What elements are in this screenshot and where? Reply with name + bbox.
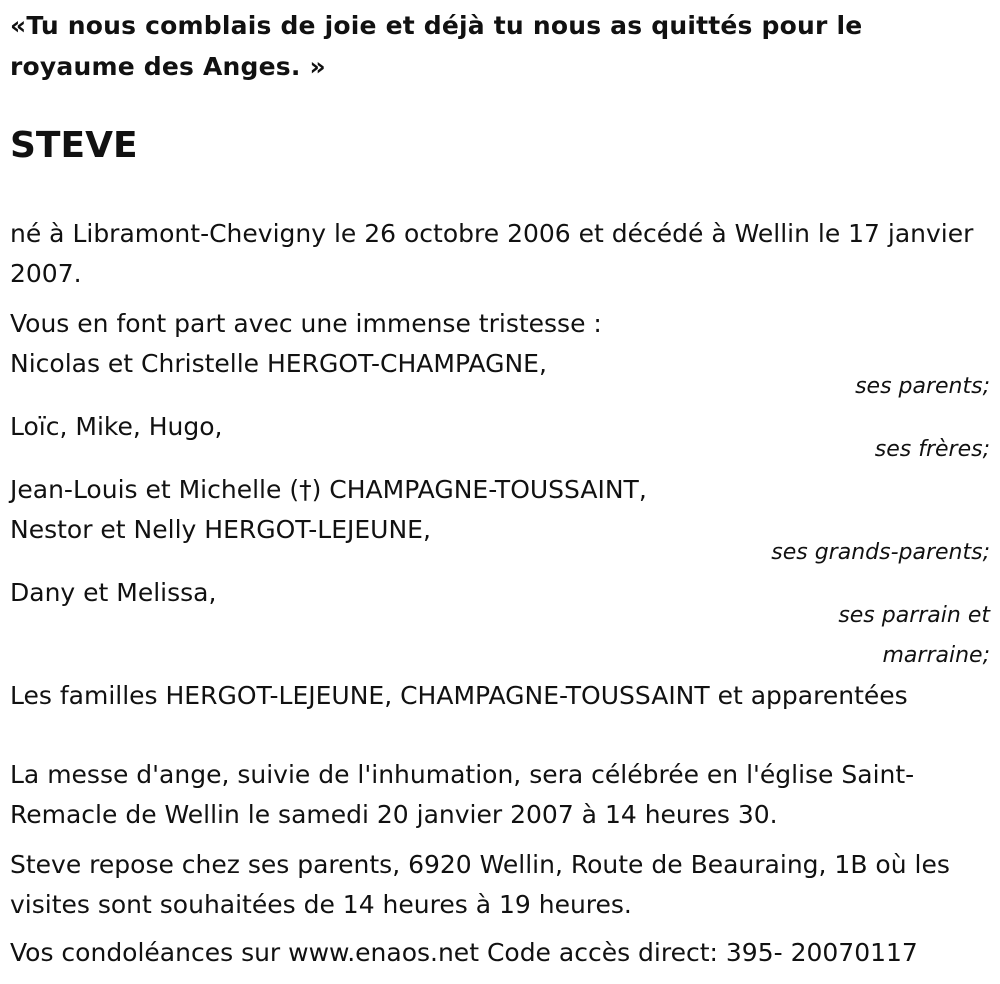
brothers-names: Loïc, Mike, Hugo, [10,412,223,441]
birth-death-text: né à Libramont-Chevigny le 26 octobre 2006 et décédé à Wellin le 17 janvier 2007. [10,219,974,288]
grandparents-names-1: Jean-Louis et Michelle (†) CHAMPAGNE-TOUSSAINT, [10,475,647,504]
parents-role: ses parents; [855,374,990,399]
memorial-quote: «Tu nous comblais de joie et déjà tu nous as quittés pour le royaume des Anges. » [10,11,863,81]
brothers-role: ses frères; [874,437,990,462]
deceased-name: STEVE [10,125,138,166]
mass-text: La messe d'ange, suivie de l'inhumation, sera célébrée en l'église Saint-Remacle de Wellin le samedi 20 janvier 2007 à 14 heures 30. [10,760,915,829]
godparents-names: Dany et Melissa, [10,578,217,607]
visit-text: Steve repose chez ses parents, 6920 Wellin, Route de Beauraing, 1B où les visites sont souhaitées de 14 heures à 19 heures. [10,850,950,919]
condolences-text: Vos condoléances sur www.enaos.net Code accès direct: 395- 20070117 [10,938,918,967]
parents-names: Nicolas et Christelle HERGOT-CHAMPAGNE, [10,349,547,378]
families-line: Les familles HERGOT-LEJEUNE, CHAMPAGNE-TOUSSAINT et apparentées [10,681,908,710]
grandparents-names-2: Nestor et Nelly HERGOT-LEJEUNE, [10,515,431,544]
grandparents-role: ses grands-parents; [771,540,990,565]
intro-text: Vous en font part avec une immense tristesse : [10,309,602,338]
godparents-role: ses parrain et marraine; [838,603,990,668]
